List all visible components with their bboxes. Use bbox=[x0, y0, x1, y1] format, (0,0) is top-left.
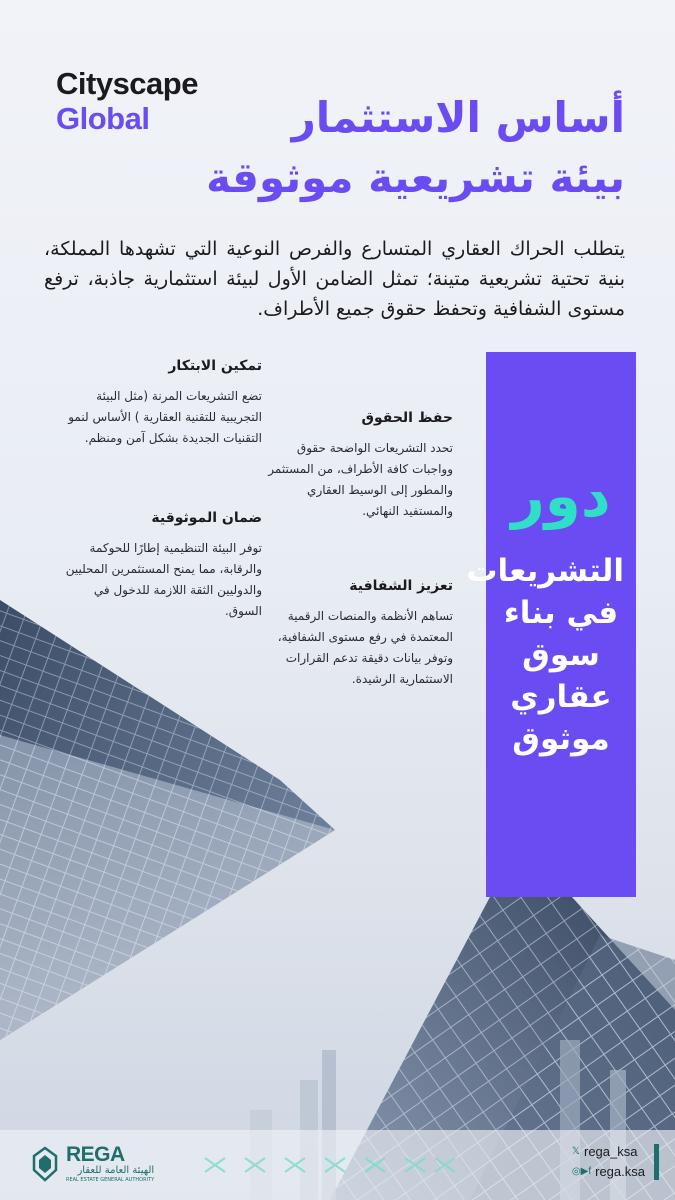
decorative-pattern-icon bbox=[200, 1150, 460, 1180]
page-title bbox=[205, 88, 625, 208]
logo-line-2: Global bbox=[56, 101, 150, 136]
rega-arabic-name: الهيئة العامة للعقار bbox=[77, 1165, 155, 1176]
rega-logo bbox=[30, 1144, 154, 1184]
card-title: تمكين الابتكار bbox=[168, 358, 262, 374]
cityscape-global-logo bbox=[56, 68, 198, 134]
social-x-handle: rega_ksa bbox=[583, 1144, 638, 1159]
social-accent-bar bbox=[654, 1144, 659, 1180]
logo-line-1: Cityscape bbox=[56, 66, 198, 101]
social-other-row[interactable] bbox=[572, 1162, 645, 1182]
instagram-youtube-facebook-icons: ◎▶f bbox=[571, 1166, 592, 1177]
card-transparency bbox=[255, 578, 453, 690]
panel-line: في بناء bbox=[503, 595, 619, 631]
social-handles bbox=[572, 1142, 645, 1182]
panel-line: سوق bbox=[522, 637, 600, 673]
panel-line: التشريعات bbox=[466, 553, 624, 589]
rega-name: REGA bbox=[66, 1143, 125, 1166]
title-line-2: بيئة تشريعية موثوقة bbox=[206, 153, 625, 202]
card-body: توفر البيئة التنظيمية إطارًا للحوكمة والرقابة، مما يمنح المستثمرين المحليين والدوليين الثقة اللازمة للدخول في السوق. bbox=[65, 541, 262, 618]
social-x-row[interactable] bbox=[572, 1142, 645, 1162]
social-other-handle: rega.ksa bbox=[595, 1164, 645, 1179]
panel-lines bbox=[466, 550, 624, 760]
card-title: ضمان الموثوقية bbox=[151, 510, 262, 526]
x-icon: 𝕏 bbox=[571, 1146, 580, 1157]
card-body: تساهم الأنظمة والمنصات الرقمية المعتمدة في رفع مستوى الشفافية، وتوفر بيانات دقيقة تدعم القرارات الاستثمارية الرشيدة. bbox=[277, 609, 453, 686]
footer bbox=[0, 1132, 675, 1200]
panel-heading: دور bbox=[511, 462, 611, 530]
rega-emblem-icon bbox=[30, 1146, 60, 1182]
card-body: تحدد التشريعات الواضحة حقوق وواجبات كافة الأطراف، من المستثمر والمطور إلى الوسيط العقاري والمستفيد النهائي. bbox=[268, 441, 453, 518]
role-panel bbox=[466, 352, 636, 897]
card-rights bbox=[255, 410, 453, 522]
panel-line: موثوق bbox=[512, 721, 610, 757]
card-innovation bbox=[62, 358, 262, 449]
card-title: تعزيز الشفافية bbox=[349, 578, 453, 594]
card-body: تضع التشريعات المرنة (مثل البيئة التجريبية للتقنية العقارية ) الأساس لنمو التقنيات الجديدة بشكل آمن ومنظم. bbox=[68, 389, 262, 445]
panel-line: عقاري bbox=[510, 679, 612, 715]
card-title: حفظ الحقوق bbox=[361, 410, 453, 426]
rega-english-name: REAL ESTATE GENERAL AUTHORITY bbox=[66, 1177, 155, 1183]
intro-paragraph: يتطلب الحراك العقاري المتسارع والفرص النوعية التي تشهدها المملكة، بنية تحتية تشريعية متينة؛ تمثل الضامن الأول لبيئة استثمارية جاذبة، ترفع مستوى الشفافية وتحفظ حقوق جميع الأطراف. bbox=[44, 238, 625, 320]
title-line-1: أساس الاستثمار bbox=[291, 93, 625, 142]
card-reliability bbox=[62, 510, 262, 622]
